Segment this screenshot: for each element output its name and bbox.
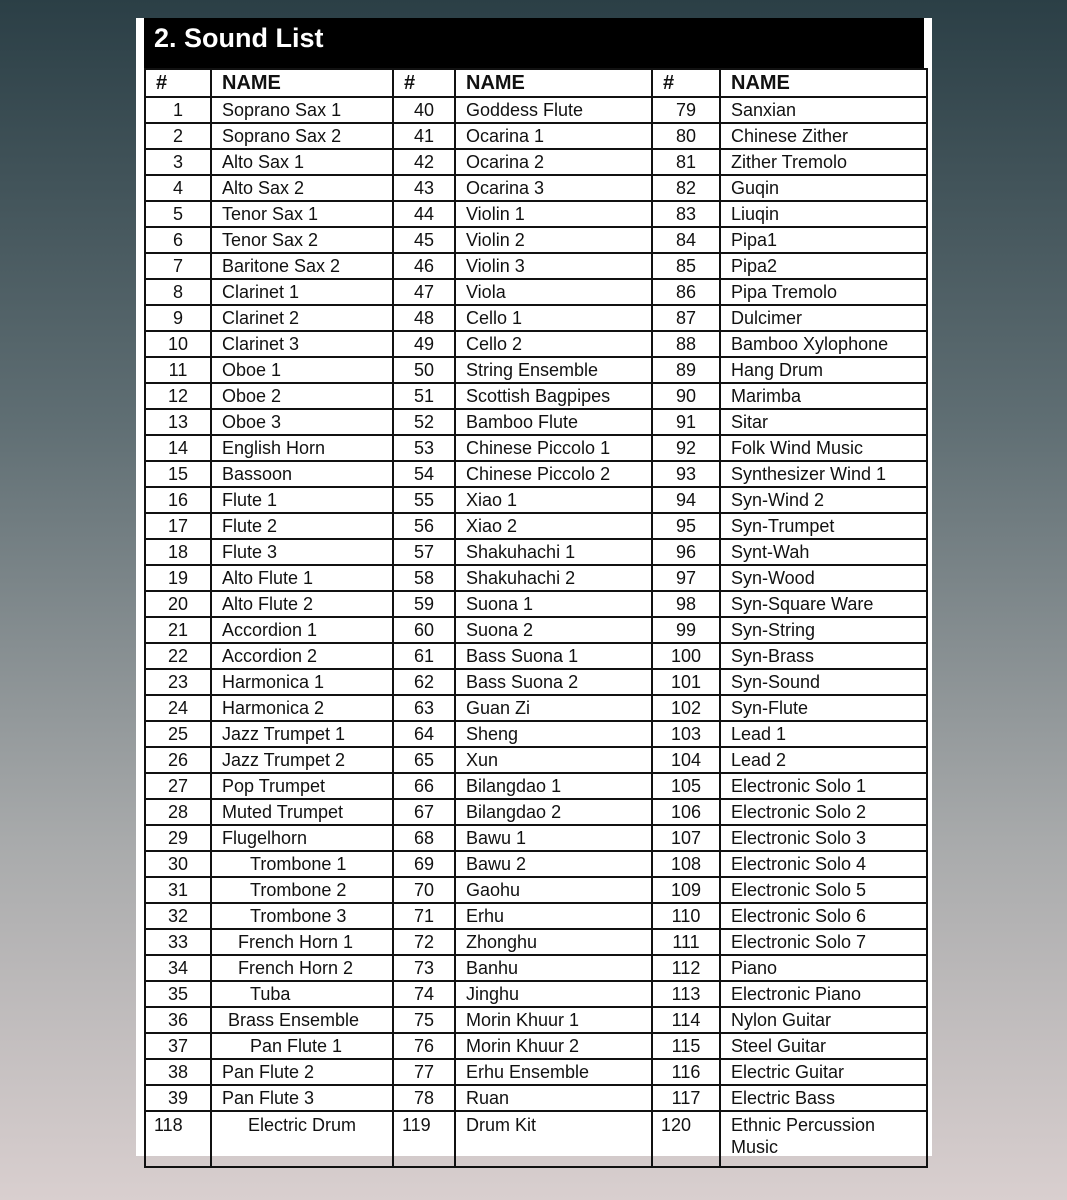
sound-number-cell: 100 bbox=[652, 643, 720, 669]
sound-number-cell: 93 bbox=[652, 461, 720, 487]
header-name: NAME bbox=[455, 69, 652, 97]
sound-number-cell: 58 bbox=[393, 565, 455, 591]
table-row bbox=[145, 695, 927, 721]
sound-number-cell: 50 bbox=[393, 357, 455, 383]
sound-number-cell: 109 bbox=[652, 877, 720, 903]
sound-name-cell: Suona 2 bbox=[455, 617, 652, 643]
sound-number-cell: 75 bbox=[393, 1007, 455, 1033]
sound-name-cell: Pop Trumpet bbox=[211, 773, 393, 799]
table-row bbox=[145, 487, 927, 513]
table-row bbox=[145, 435, 927, 461]
sound-name-cell: Syn-Wind 2 bbox=[720, 487, 927, 513]
sound-number-cell: 6 bbox=[145, 227, 211, 253]
sound-number-cell: 68 bbox=[393, 825, 455, 851]
table-row bbox=[145, 929, 927, 955]
sound-list-table bbox=[144, 68, 928, 1168]
sound-number-cell: 48 bbox=[393, 305, 455, 331]
sound-name-cell: Chinese Piccolo 2 bbox=[455, 461, 652, 487]
sound-number-cell: 18 bbox=[145, 539, 211, 565]
sound-name-cell: Guqin bbox=[720, 175, 927, 201]
sound-name-cell: Soprano Sax 1 bbox=[211, 97, 393, 123]
sound-number-cell: 102 bbox=[652, 695, 720, 721]
sound-number-cell: 12 bbox=[145, 383, 211, 409]
sound-number-cell: 22 bbox=[145, 643, 211, 669]
sound-name-cell: Ocarina 3 bbox=[455, 175, 652, 201]
sound-name-cell: Oboe 1 bbox=[211, 357, 393, 383]
sound-name-cell: Folk Wind Music bbox=[720, 435, 927, 461]
table-row bbox=[145, 1033, 927, 1059]
sound-number-cell: 56 bbox=[393, 513, 455, 539]
sound-name-cell: Bassoon bbox=[211, 461, 393, 487]
sound-name-cell: Syn-Flute bbox=[720, 695, 927, 721]
sound-name-cell: Ruan bbox=[455, 1085, 652, 1111]
table-row bbox=[145, 617, 927, 643]
sound-name-cell: Violin 3 bbox=[455, 253, 652, 279]
sound-name-cell: Trombone 1 bbox=[211, 851, 393, 877]
sound-number-cell: 3 bbox=[145, 149, 211, 175]
sound-number-cell: 106 bbox=[652, 799, 720, 825]
sound-name-cell: Syn-String bbox=[720, 617, 927, 643]
sound-number-cell: 89 bbox=[652, 357, 720, 383]
sound-name-cell: Electronic Solo 5 bbox=[720, 877, 927, 903]
table-row bbox=[145, 97, 927, 123]
sound-number-cell: 32 bbox=[145, 903, 211, 929]
sound-number-cell: 76 bbox=[393, 1033, 455, 1059]
sound-number-cell: 84 bbox=[652, 227, 720, 253]
sound-number-cell: 55 bbox=[393, 487, 455, 513]
sound-number-cell: 88 bbox=[652, 331, 720, 357]
sound-number-cell: 104 bbox=[652, 747, 720, 773]
sound-number-cell: 120 bbox=[652, 1111, 720, 1167]
sound-number-cell: 110 bbox=[652, 903, 720, 929]
sound-name-cell: Gaohu bbox=[455, 877, 652, 903]
header-num: # bbox=[652, 69, 720, 97]
sound-name-cell: Oboe 2 bbox=[211, 383, 393, 409]
sound-number-cell: 72 bbox=[393, 929, 455, 955]
sound-number-cell: 25 bbox=[145, 721, 211, 747]
sound-name-cell: Bawu 2 bbox=[455, 851, 652, 877]
sound-name-cell: Pan Flute 1 bbox=[211, 1033, 393, 1059]
sound-name-cell: Electric Bass bbox=[720, 1085, 927, 1111]
sound-name-cell: Chinese Piccolo 1 bbox=[455, 435, 652, 461]
sound-name-cell: Erhu Ensemble bbox=[455, 1059, 652, 1085]
sound-number-cell: 85 bbox=[652, 253, 720, 279]
sound-number-cell: 87 bbox=[652, 305, 720, 331]
sound-number-cell: 27 bbox=[145, 773, 211, 799]
table-row bbox=[145, 747, 927, 773]
table-row bbox=[145, 123, 927, 149]
sound-number-cell: 82 bbox=[652, 175, 720, 201]
sound-name-cell: Trombone 2 bbox=[211, 877, 393, 903]
sound-name-cell: Guan Zi bbox=[455, 695, 652, 721]
sound-name-cell: Bilangdao 2 bbox=[455, 799, 652, 825]
sound-number-cell: 81 bbox=[652, 149, 720, 175]
sound-number-cell: 70 bbox=[393, 877, 455, 903]
table-row bbox=[145, 773, 927, 799]
sound-number-cell: 17 bbox=[145, 513, 211, 539]
sound-name-cell: Clarinet 3 bbox=[211, 331, 393, 357]
header-num: # bbox=[393, 69, 455, 97]
table-row bbox=[145, 149, 927, 175]
sound-number-cell: 86 bbox=[652, 279, 720, 305]
sound-name-cell: Cello 2 bbox=[455, 331, 652, 357]
sound-name-cell: Bamboo Xylophone bbox=[720, 331, 927, 357]
sound-name-cell: Jazz Trumpet 1 bbox=[211, 721, 393, 747]
sound-name-cell: Pan Flute 3 bbox=[211, 1085, 393, 1111]
sound-number-cell: 92 bbox=[652, 435, 720, 461]
sound-number-cell: 34 bbox=[145, 955, 211, 981]
sound-name-cell: Electronic Solo 6 bbox=[720, 903, 927, 929]
sound-number-cell: 33 bbox=[145, 929, 211, 955]
sound-number-cell: 113 bbox=[652, 981, 720, 1007]
sound-number-cell: 95 bbox=[652, 513, 720, 539]
sound-number-cell: 61 bbox=[393, 643, 455, 669]
sound-name-cell: Electronic Solo 4 bbox=[720, 851, 927, 877]
sound-number-cell: 46 bbox=[393, 253, 455, 279]
table-row bbox=[145, 461, 927, 487]
sound-number-cell: 69 bbox=[393, 851, 455, 877]
sound-name-cell: Sitar bbox=[720, 409, 927, 435]
sound-name-cell: Sanxian bbox=[720, 97, 927, 123]
sound-name-cell: Electronic Solo 3 bbox=[720, 825, 927, 851]
sound-name-cell: Hang Drum bbox=[720, 357, 927, 383]
table-row bbox=[145, 877, 927, 903]
sound-number-cell: 15 bbox=[145, 461, 211, 487]
sound-name-cell: Tuba bbox=[211, 981, 393, 1007]
sound-number-cell: 90 bbox=[652, 383, 720, 409]
sound-number-cell: 38 bbox=[145, 1059, 211, 1085]
sound-number-cell: 57 bbox=[393, 539, 455, 565]
sound-number-cell: 14 bbox=[145, 435, 211, 461]
sound-name-cell: Electronic Solo 7 bbox=[720, 929, 927, 955]
sound-number-cell: 77 bbox=[393, 1059, 455, 1085]
sound-number-cell: 53 bbox=[393, 435, 455, 461]
sound-name-cell: Clarinet 1 bbox=[211, 279, 393, 305]
table-row bbox=[145, 357, 927, 383]
document-page bbox=[136, 18, 932, 1156]
sound-name-cell: Brass Ensemble bbox=[211, 1007, 393, 1033]
sound-number-cell: 118 bbox=[145, 1111, 211, 1167]
table-row bbox=[145, 175, 927, 201]
sound-name-cell: Ethnic Percussion Music bbox=[720, 1111, 927, 1167]
sound-name-cell: Cello 1 bbox=[455, 305, 652, 331]
sound-number-cell: 78 bbox=[393, 1085, 455, 1111]
table-row bbox=[145, 903, 927, 929]
sound-name-cell: Electronic Piano bbox=[720, 981, 927, 1007]
sound-number-cell: 73 bbox=[393, 955, 455, 981]
sound-name-cell: Syn-Trumpet bbox=[720, 513, 927, 539]
sound-name-cell: English Horn bbox=[211, 435, 393, 461]
sound-name-cell: Electronic Solo 1 bbox=[720, 773, 927, 799]
sound-number-cell: 112 bbox=[652, 955, 720, 981]
table-row bbox=[145, 1007, 927, 1033]
table-row bbox=[145, 227, 927, 253]
sound-number-cell: 29 bbox=[145, 825, 211, 851]
sound-number-cell: 115 bbox=[652, 1033, 720, 1059]
sound-name-cell: Electric Drum bbox=[211, 1111, 393, 1167]
sound-name-cell: Viola bbox=[455, 279, 652, 305]
sound-name-cell: Sheng bbox=[455, 721, 652, 747]
sound-number-cell: 91 bbox=[652, 409, 720, 435]
sound-name-cell: Synt-Wah bbox=[720, 539, 927, 565]
sound-number-cell: 43 bbox=[393, 175, 455, 201]
sound-name-cell: Alto Sax 2 bbox=[211, 175, 393, 201]
sound-name-cell: Accordion 2 bbox=[211, 643, 393, 669]
sound-name-cell: Goddess Flute bbox=[455, 97, 652, 123]
table-header-row bbox=[145, 69, 927, 97]
sound-name-cell: Ocarina 2 bbox=[455, 149, 652, 175]
table-row bbox=[145, 799, 927, 825]
sound-name-cell: Muted Trumpet bbox=[211, 799, 393, 825]
table-row bbox=[145, 253, 927, 279]
sound-number-cell: 36 bbox=[145, 1007, 211, 1033]
sound-name-cell: Morin Khuur 2 bbox=[455, 1033, 652, 1059]
sound-number-cell: 40 bbox=[393, 97, 455, 123]
sound-number-cell: 19 bbox=[145, 565, 211, 591]
table-row bbox=[145, 1111, 927, 1167]
sound-number-cell: 45 bbox=[393, 227, 455, 253]
sound-number-cell: 101 bbox=[652, 669, 720, 695]
sound-number-cell: 51 bbox=[393, 383, 455, 409]
sound-name-cell: Violin 1 bbox=[455, 201, 652, 227]
sound-name-cell: Baritone Sax 2 bbox=[211, 253, 393, 279]
table-row bbox=[145, 851, 927, 877]
sound-name-cell: Alto Flute 1 bbox=[211, 565, 393, 591]
sound-number-cell: 23 bbox=[145, 669, 211, 695]
sound-number-cell: 9 bbox=[145, 305, 211, 331]
sound-name-cell: Jazz Trumpet 2 bbox=[211, 747, 393, 773]
sound-number-cell: 98 bbox=[652, 591, 720, 617]
sound-name-cell: Bilangdao 1 bbox=[455, 773, 652, 799]
table-row bbox=[145, 565, 927, 591]
sound-number-cell: 74 bbox=[393, 981, 455, 1007]
sound-name-cell: Syn-Wood bbox=[720, 565, 927, 591]
sound-number-cell: 10 bbox=[145, 331, 211, 357]
sound-number-cell: 49 bbox=[393, 331, 455, 357]
sound-number-cell: 13 bbox=[145, 409, 211, 435]
sound-number-cell: 52 bbox=[393, 409, 455, 435]
sound-number-cell: 31 bbox=[145, 877, 211, 903]
sound-name-cell: Zither Tremolo bbox=[720, 149, 927, 175]
sound-name-cell: Banhu bbox=[455, 955, 652, 981]
sound-number-cell: 16 bbox=[145, 487, 211, 513]
sound-name-cell: Chinese Zither bbox=[720, 123, 927, 149]
sound-name-cell: Ocarina 1 bbox=[455, 123, 652, 149]
sound-number-cell: 97 bbox=[652, 565, 720, 591]
sound-name-cell: Synthesizer Wind 1 bbox=[720, 461, 927, 487]
sound-name-cell: Bamboo Flute bbox=[455, 409, 652, 435]
header-name: NAME bbox=[211, 69, 393, 97]
sound-number-cell: 66 bbox=[393, 773, 455, 799]
sound-name-cell: Alto Flute 2 bbox=[211, 591, 393, 617]
sound-name-cell: Flugelhorn bbox=[211, 825, 393, 851]
sound-number-cell: 96 bbox=[652, 539, 720, 565]
sound-name-cell: Liuqin bbox=[720, 201, 927, 227]
sound-name-cell: Bass Suona 2 bbox=[455, 669, 652, 695]
table-row bbox=[145, 1059, 927, 1085]
sound-name-cell: Flute 3 bbox=[211, 539, 393, 565]
sound-number-cell: 30 bbox=[145, 851, 211, 877]
sound-number-cell: 83 bbox=[652, 201, 720, 227]
sound-name-cell: Electric Guitar bbox=[720, 1059, 927, 1085]
sound-name-cell: French Horn 2 bbox=[211, 955, 393, 981]
sound-name-cell: Syn-Brass bbox=[720, 643, 927, 669]
sound-name-cell: Zhonghu bbox=[455, 929, 652, 955]
table-row bbox=[145, 825, 927, 851]
sound-name-cell: Violin 2 bbox=[455, 227, 652, 253]
sound-name-cell: Oboe 3 bbox=[211, 409, 393, 435]
sound-name-cell: Xiao 1 bbox=[455, 487, 652, 513]
sound-name-cell: Flute 2 bbox=[211, 513, 393, 539]
sound-number-cell: 8 bbox=[145, 279, 211, 305]
sound-number-cell: 5 bbox=[145, 201, 211, 227]
sound-number-cell: 119 bbox=[393, 1111, 455, 1167]
sound-name-cell: Jinghu bbox=[455, 981, 652, 1007]
sound-number-cell: 63 bbox=[393, 695, 455, 721]
sound-number-cell: 42 bbox=[393, 149, 455, 175]
sound-name-cell: Bass Suona 1 bbox=[455, 643, 652, 669]
sound-number-cell: 44 bbox=[393, 201, 455, 227]
sound-number-cell: 60 bbox=[393, 617, 455, 643]
sound-name-cell: Piano bbox=[720, 955, 927, 981]
sound-number-cell: 21 bbox=[145, 617, 211, 643]
sound-number-cell: 26 bbox=[145, 747, 211, 773]
sound-number-cell: 2 bbox=[145, 123, 211, 149]
sound-number-cell: 64 bbox=[393, 721, 455, 747]
table-row bbox=[145, 279, 927, 305]
sound-number-cell: 117 bbox=[652, 1085, 720, 1111]
sound-name-cell: Xun bbox=[455, 747, 652, 773]
page-title: 2. Sound List bbox=[144, 18, 924, 68]
sound-name-cell: Tenor Sax 1 bbox=[211, 201, 393, 227]
sound-name-cell: Alto Sax 1 bbox=[211, 149, 393, 175]
table-row bbox=[145, 201, 927, 227]
sound-name-cell: Syn-Sound bbox=[720, 669, 927, 695]
sound-number-cell: 67 bbox=[393, 799, 455, 825]
header-name: NAME bbox=[720, 69, 927, 97]
sound-number-cell: 116 bbox=[652, 1059, 720, 1085]
sound-number-cell: 47 bbox=[393, 279, 455, 305]
sound-name-cell: Electronic Solo 2 bbox=[720, 799, 927, 825]
sound-number-cell: 20 bbox=[145, 591, 211, 617]
table-row bbox=[145, 669, 927, 695]
table-row bbox=[145, 981, 927, 1007]
sound-name-cell: Lead 2 bbox=[720, 747, 927, 773]
sound-name-cell: Tenor Sax 2 bbox=[211, 227, 393, 253]
sound-number-cell: 24 bbox=[145, 695, 211, 721]
sound-name-cell: Scottish Bagpipes bbox=[455, 383, 652, 409]
sound-number-cell: 35 bbox=[145, 981, 211, 1007]
sound-number-cell: 11 bbox=[145, 357, 211, 383]
sound-number-cell: 107 bbox=[652, 825, 720, 851]
table-row bbox=[145, 409, 927, 435]
sound-number-cell: 1 bbox=[145, 97, 211, 123]
sound-number-cell: 114 bbox=[652, 1007, 720, 1033]
sound-number-cell: 62 bbox=[393, 669, 455, 695]
header-num: # bbox=[145, 69, 211, 97]
sound-name-cell: String Ensemble bbox=[455, 357, 652, 383]
sound-name-cell: Syn-Square Ware bbox=[720, 591, 927, 617]
sound-number-cell: 94 bbox=[652, 487, 720, 513]
sound-name-cell: Pan Flute 2 bbox=[211, 1059, 393, 1085]
table-row bbox=[145, 1085, 927, 1111]
table-row bbox=[145, 513, 927, 539]
sound-name-cell: Suona 1 bbox=[455, 591, 652, 617]
sound-name-cell: Clarinet 2 bbox=[211, 305, 393, 331]
sound-name-cell: Pipa Tremolo bbox=[720, 279, 927, 305]
sound-number-cell: 41 bbox=[393, 123, 455, 149]
sound-number-cell: 39 bbox=[145, 1085, 211, 1111]
sound-name-cell: Drum Kit bbox=[455, 1111, 652, 1167]
sound-name-cell: Harmonica 1 bbox=[211, 669, 393, 695]
sound-name-cell: Harmonica 2 bbox=[211, 695, 393, 721]
sound-number-cell: 79 bbox=[652, 97, 720, 123]
table-row bbox=[145, 721, 927, 747]
table-row bbox=[145, 331, 927, 357]
table-row bbox=[145, 643, 927, 669]
sound-number-cell: 108 bbox=[652, 851, 720, 877]
sound-name-cell: Marimba bbox=[720, 383, 927, 409]
sound-name-cell: Steel Guitar bbox=[720, 1033, 927, 1059]
sound-name-cell: Lead 1 bbox=[720, 721, 927, 747]
table-row bbox=[145, 383, 927, 409]
sound-name-cell: Xiao 2 bbox=[455, 513, 652, 539]
table-row bbox=[145, 591, 927, 617]
table-row bbox=[145, 955, 927, 981]
table-row bbox=[145, 539, 927, 565]
sound-name-cell: Morin Khuur 1 bbox=[455, 1007, 652, 1033]
sound-name-cell: Nylon Guitar bbox=[720, 1007, 927, 1033]
sound-name-cell: Pipa1 bbox=[720, 227, 927, 253]
sound-name-cell: Shakuhachi 2 bbox=[455, 565, 652, 591]
sound-name-cell: Soprano Sax 2 bbox=[211, 123, 393, 149]
sound-number-cell: 65 bbox=[393, 747, 455, 773]
sound-name-cell: Dulcimer bbox=[720, 305, 927, 331]
sound-number-cell: 4 bbox=[145, 175, 211, 201]
sound-number-cell: 59 bbox=[393, 591, 455, 617]
sound-name-cell: Accordion 1 bbox=[211, 617, 393, 643]
sound-name-cell: Pipa2 bbox=[720, 253, 927, 279]
sound-number-cell: 37 bbox=[145, 1033, 211, 1059]
sound-number-cell: 103 bbox=[652, 721, 720, 747]
sound-name-cell: Bawu 1 bbox=[455, 825, 652, 851]
sound-number-cell: 7 bbox=[145, 253, 211, 279]
sound-number-cell: 105 bbox=[652, 773, 720, 799]
sound-number-cell: 111 bbox=[652, 929, 720, 955]
sound-number-cell: 71 bbox=[393, 903, 455, 929]
sound-name-cell: Trombone 3 bbox=[211, 903, 393, 929]
sound-name-cell: Flute 1 bbox=[211, 487, 393, 513]
sound-number-cell: 54 bbox=[393, 461, 455, 487]
sound-name-cell: Erhu bbox=[455, 903, 652, 929]
sound-number-cell: 80 bbox=[652, 123, 720, 149]
sound-number-cell: 99 bbox=[652, 617, 720, 643]
sound-number-cell: 28 bbox=[145, 799, 211, 825]
table-row bbox=[145, 305, 927, 331]
sound-name-cell: French Horn 1 bbox=[211, 929, 393, 955]
sound-name-cell: Shakuhachi 1 bbox=[455, 539, 652, 565]
